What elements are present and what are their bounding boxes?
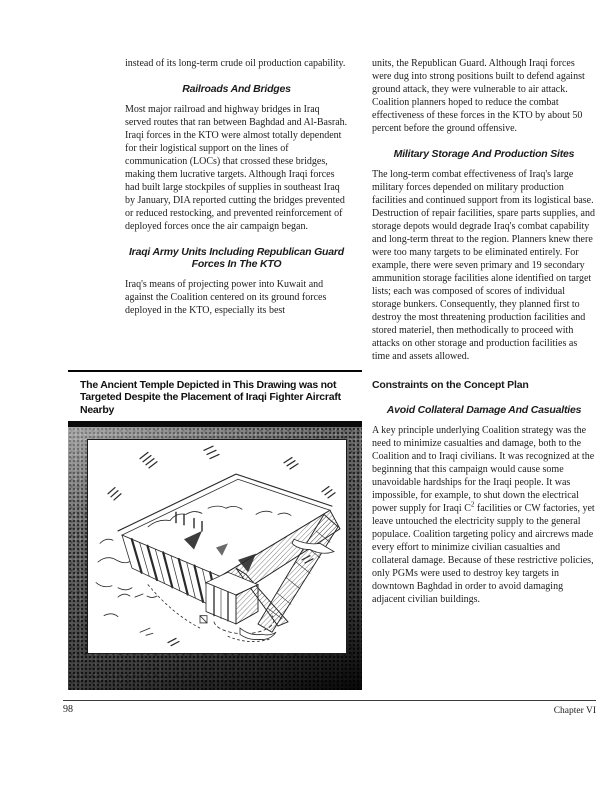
right-column bbox=[372, 57, 596, 617]
paragraph-collateral-damage bbox=[372, 424, 596, 606]
page-number: 98 bbox=[63, 704, 73, 715]
paragraph-storage-sites: The long-term combat effectiveness of Iraq's large military forces depended on military production facilities and continued support from its logistical base. Destruction of repair facilities, spare parts supplies, and storage depots would degrade Iraq's combat capability and long-term threat to the region. Planners knew there were too many targets to be eliminated entirely. For example, there were seven primary and 19 secondary ammunition storage facilities alone identified on target lists; each was composed of scores of individual storage bunkers. Consequently, they planned first to destroy the most threatening production facilities and stored materiel, then methodically to proceed with attacks on other storage and production facilities as time and assets allowed. bbox=[372, 168, 595, 362]
left-column bbox=[125, 57, 348, 328]
figure-caption: The Ancient Temple Depicted in This Drawing was not Targeted Despite the Placement of Iraqi Fighter Aircraft Nearby bbox=[68, 372, 362, 421]
chapter-label: Chapter VI bbox=[553, 706, 596, 716]
ziggurat-drawing-panel bbox=[87, 439, 347, 654]
paragraph-oil-production: instead of its long-term crude oil production capability. bbox=[125, 58, 346, 69]
paragraph-text-after-sup: facilities or CW factories, yet leave untouched the electricity supply to the general populace. Coalition targeting policy and aircrews made every effort to minimize civilian casualties and collateral damage. Because of these restrictive policies, only PGMs were used to destroy key targets in downtown Baghdad in order to avoid damaging adjacent civilian buildings. bbox=[372, 502, 595, 605]
heading-military-storage: Military Storage And Production Sites bbox=[393, 148, 575, 160]
heading-iraqi-army-units: Iraqi Army Units Including Republican Guard Forces In The KTO bbox=[128, 245, 345, 271]
paragraph-text-before-sup: A key principle underlying Coalition strategy was the need to minimize casualties and damage, both to the Coalition and to Iraqi civilians. It was recognized at the beginning that this campaign would cause some unavoidable hardships for the Iraqi people. It was impossible, for example, to shut down the electrical power supply for Iraqi C bbox=[372, 424, 595, 514]
heading-avoid-collateral-damage: Avoid Collateral Damage And Casualties bbox=[386, 404, 582, 417]
heading-railroads-and-bridges: Railroads And Bridges bbox=[182, 83, 291, 95]
ziggurat-temple-line-drawing-icon bbox=[88, 440, 346, 653]
figure-ancient-temple bbox=[68, 370, 362, 690]
heading-constraints-concept-plan: Constraints on the Concept Plan bbox=[372, 378, 529, 391]
paragraph-bridges: Most major railroad and highway bridges in Iraq served routes that ran between Baghdad and Al-Basrah. Iraqi forces in the KTO were almost totally dependent for their logistical support on the lines of communication (LOCs) that crossed these bridges, making them lucrative targets. Although Iraqi forces had built large stockpiles of supplies in southeast Iraq by January, DIA reported cutting the bridges prevented or reduced restocking, and prevented reinforcement of deployed forces once the air campaign began. bbox=[125, 103, 348, 232]
paragraph-republican-guard: units, the Republican Guard. Although Iraqi forces were dug into strong positions built to defend against ground attack, they were vulnerable to air attack. Coalition planners hoped to reduce the combat effectiveness of these forces in the KTO by about 50 percent before the ground offensive. bbox=[372, 58, 585, 134]
superscript-2: 2 bbox=[470, 500, 475, 509]
paragraph-projecting-power: Iraq's means of projecting power into Kuwait and against the Coalition centered on its ground forces deployed in the KTO, especially its best bbox=[125, 278, 327, 316]
figure-photo-background bbox=[68, 427, 362, 690]
footer-rule bbox=[63, 700, 596, 701]
